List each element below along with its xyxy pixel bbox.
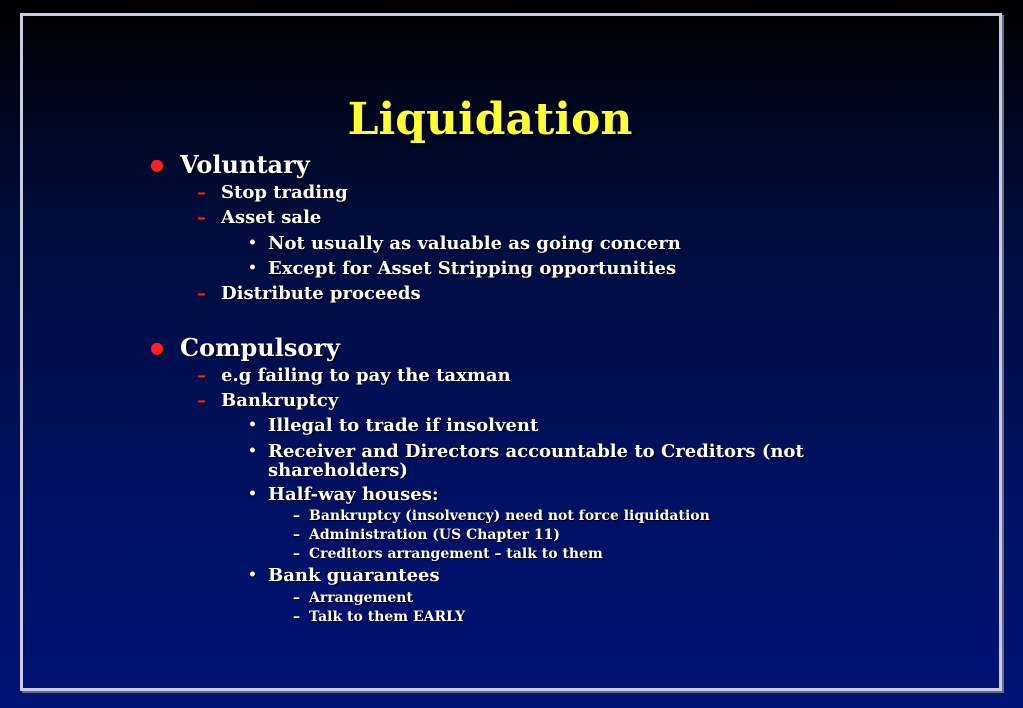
- sub-item-distribute-proceeds: [197, 283, 421, 304]
- level4-item-arrangement: [293, 590, 413, 606]
- item-text: Distribute proceeds: [221, 283, 421, 304]
- dot-marker-icon: •: [248, 417, 257, 433]
- sub-item-failing-to-pay: [197, 365, 511, 386]
- sub-sub-item-receiver-and-directors: [248, 441, 804, 481]
- dash-marker-icon: –: [293, 609, 300, 625]
- item-text: e.g failing to pay the taxman: [221, 365, 511, 386]
- item-text: Half-way houses:: [268, 484, 439, 505]
- dot-marker-icon: •: [248, 260, 257, 276]
- dash-marker-icon: –: [197, 283, 206, 304]
- dash-marker-icon: –: [197, 390, 206, 411]
- slide-title: Liquidation: [347, 94, 633, 145]
- bullet-compulsory: [150, 333, 340, 362]
- item-text: Stop trading: [221, 182, 348, 203]
- sub-item-asset-sale: [197, 207, 322, 228]
- sub-sub-item-not-usually: [248, 233, 681, 254]
- item-text: Not usually as valuable as going concern: [268, 233, 681, 254]
- level4-item-talk-to-them-early: [293, 609, 466, 625]
- level4-item-creditors-arrangement: [293, 546, 603, 562]
- item-text-line-2: shareholders): [268, 460, 408, 481]
- bullet-voluntary: [150, 150, 310, 179]
- heading-voluntary: Voluntary: [180, 150, 310, 179]
- item-text: Illegal to trade if insolvent: [268, 415, 539, 436]
- level4-item-administration: [293, 527, 560, 543]
- sub-sub-item-illegal-to-trade: [248, 415, 539, 436]
- dot-marker-icon: •: [248, 486, 257, 502]
- item-text: Except for Asset Stripping opportunities: [268, 258, 677, 279]
- red-bullet-icon: ●: [150, 155, 164, 174]
- red-bullet-icon: ●: [150, 338, 164, 357]
- dot-marker-icon: •: [248, 235, 257, 251]
- dot-marker-icon: •: [248, 443, 257, 459]
- sub-item-bankruptcy: [197, 390, 339, 411]
- dash-marker-icon: –: [293, 590, 300, 606]
- dash-marker-icon: –: [293, 508, 300, 524]
- item-text: Arrangement: [309, 590, 413, 606]
- item-text: Asset sale: [221, 207, 322, 228]
- item-text: Talk to them EARLY: [309, 609, 466, 625]
- sub-sub-item-half-way-houses: [248, 484, 439, 505]
- sub-sub-item-bank-guarantees: [248, 565, 440, 586]
- dash-marker-icon: –: [197, 207, 206, 228]
- dash-marker-icon: –: [293, 546, 300, 562]
- dot-marker-icon: •: [248, 567, 257, 583]
- item-text-line-1: Receiver and Directors accountable to Creditors (not: [268, 441, 804, 462]
- item-text: Administration (US Chapter 11): [309, 527, 560, 543]
- level4-item-bankruptcy-insolvency: [293, 508, 710, 524]
- dash-marker-icon: –: [197, 182, 206, 203]
- dash-marker-icon: –: [293, 527, 300, 543]
- item-text: Bankruptcy: [221, 390, 339, 411]
- item-text: Bankruptcy (insolvency) need not force liquidation: [309, 508, 710, 524]
- sub-item-stop-trading: [197, 182, 348, 203]
- sub-sub-item-except-asset-stripping: [248, 258, 677, 279]
- item-text: Creditors arrangement – talk to them: [309, 546, 603, 562]
- heading-compulsory: Compulsory: [180, 333, 340, 362]
- dash-marker-icon: –: [197, 365, 206, 386]
- item-text: Bank guarantees: [268, 565, 440, 586]
